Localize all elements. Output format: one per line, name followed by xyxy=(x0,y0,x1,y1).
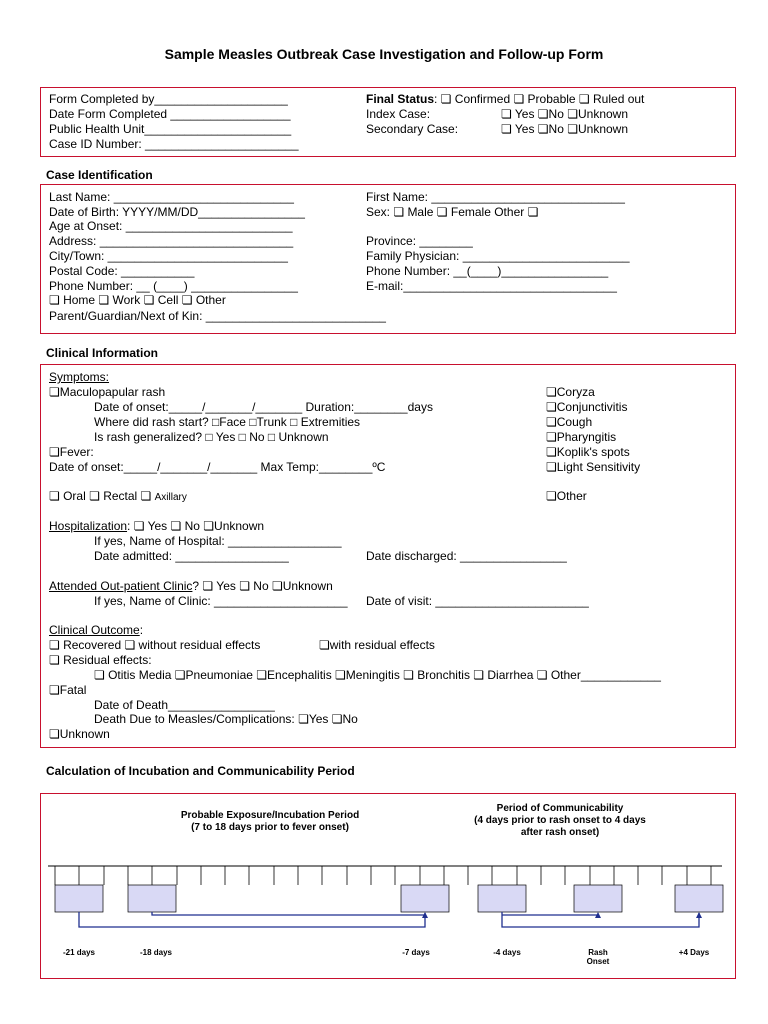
final-status-options[interactable]: : ❏ Confirmed ❏ Probable ❏ Ruled out xyxy=(434,92,645,106)
communicability-title-line1: Period of Communicability xyxy=(496,803,624,814)
date-of-death-field[interactable]: Date of Death________________ xyxy=(94,698,275,712)
public-health-unit-field[interactable]: Public Health Unit______________________ xyxy=(49,122,292,136)
hospitalization-label: Hospitalization xyxy=(49,519,128,533)
parent-guardian-field[interactable]: Parent/Guardian/Next of Kin: ___________________________ xyxy=(49,309,386,323)
communicability-title-line2: (4 days prior to rash onset to 4 days xyxy=(474,815,646,826)
box-minus-21 xyxy=(55,885,103,912)
clinic-visit-date-field[interactable]: Date of visit: _______________________ xyxy=(366,594,589,608)
cough-checkbox[interactable]: ❏Cough xyxy=(546,415,593,429)
residual-effects-checkbox[interactable]: ❏ Residual effects: xyxy=(49,653,152,667)
first-name-field[interactable]: First Name: _____________________________ xyxy=(366,190,625,204)
box-minus-7 xyxy=(401,885,449,912)
axillary-label: Axillary xyxy=(154,492,187,503)
pharyngitis-checkbox[interactable]: ❏Pharyngitis xyxy=(546,430,617,444)
box-rash-onset xyxy=(574,885,622,912)
rash-onset-field[interactable]: Date of onset:_____/_______/_______ Duration:________days xyxy=(94,400,433,414)
fatal-checkbox[interactable]: ❏Fatal xyxy=(49,683,87,697)
label-minus-7: -7 days xyxy=(402,948,430,957)
arrow-head-plus4 xyxy=(696,912,702,918)
form-completed-by-field[interactable]: Form Completed by____________________ xyxy=(49,92,288,106)
coryza-checkbox[interactable]: ❏Coryza xyxy=(546,385,595,399)
family-physician-field[interactable]: Family Physician: _________________________ xyxy=(366,249,630,263)
clinic-name-field[interactable]: If yes, Name of Clinic: ____________________ xyxy=(94,594,348,608)
email-field[interactable]: E-mail:________________________________ xyxy=(366,279,617,293)
age-onset-field[interactable]: Age at Onset: _________________________ xyxy=(49,219,293,233)
clinic-label: Attended Out-patient Clinic xyxy=(49,579,193,593)
clinical-information-heading: Clinical Information xyxy=(46,346,159,360)
clinic-options[interactable]: ? ❏ Yes ❏ No ❏Unknown xyxy=(192,579,333,593)
residual-list-options[interactable]: ❏ Otitis Media ❏Pneumoniae ❏Encephalitis ❏Meningitis ❏ Bronchitis ❏ Diarrhea ❏ Other____________ xyxy=(94,668,661,682)
phone-field[interactable]: Phone Number: __ (____) ________________ xyxy=(49,279,298,293)
box-plus-4 xyxy=(675,885,723,912)
city-field[interactable]: City/Town: ___________________________ xyxy=(49,249,288,263)
timeline-ticks xyxy=(55,866,711,885)
maculopapular-checkbox[interactable]: ❏Maculopapular rash xyxy=(49,385,166,399)
dob-field[interactable]: Date of Birth: YYYY/MM/DD________________ xyxy=(49,205,305,219)
symptoms-label: Symptoms: xyxy=(49,370,110,384)
fever-checkbox[interactable]: ❏Fever: xyxy=(49,445,94,459)
with-residual-checkbox[interactable]: ❏with residual effects xyxy=(319,638,435,652)
page-title: Sample Measles Outbreak Case Investigation and Follow-up Form xyxy=(164,46,604,62)
death-due-options[interactable]: Death Due to Measles/Complications: ❏Yes ❏No xyxy=(94,712,358,726)
label-minus-4: -4 days xyxy=(493,948,521,957)
address-field[interactable]: Address: _____________________________ xyxy=(49,234,294,248)
light-sensitivity-checkbox[interactable]: ❏Light Sensitivity xyxy=(546,460,641,474)
rash-generalized-options[interactable]: Is rash generalized? □ Yes □ No □ Unknown xyxy=(94,430,329,444)
unknown-checkbox[interactable]: ❏Unknown xyxy=(49,727,110,741)
index-case-label: Index Case: xyxy=(366,107,431,121)
clinical-outcome-colon: : xyxy=(139,623,144,637)
date-admitted-field[interactable]: Date admitted: _________________ xyxy=(94,549,289,563)
phone-type-options[interactable]: ❏ Home ❏ Work ❏ Cell ❏ Other xyxy=(49,293,226,307)
label-onset: Onset xyxy=(586,957,610,966)
sex-options[interactable]: Sex: ❏ Male ❏ Female Other ❏ xyxy=(366,205,539,219)
communicability-title-line3: after rash onset) xyxy=(520,827,600,838)
final-status-label: Final Status xyxy=(366,92,435,106)
calculation-heading: Calculation of Incubation and Communicability Period xyxy=(46,764,355,778)
label-plus-4: +4 Days xyxy=(678,948,710,957)
incubation-title-line1: Probable Exposure/Incubation Period xyxy=(180,810,360,821)
last-name-field[interactable]: Last Name: ___________________________ xyxy=(49,190,294,204)
box-minus-4 xyxy=(478,885,526,912)
case-identification-heading: Case Identification xyxy=(46,168,153,182)
other-checkbox[interactable]: ❏Other xyxy=(546,489,587,503)
connector-4-to-plus4 xyxy=(502,912,699,927)
date-discharged-field[interactable]: Date discharged: ________________ xyxy=(366,549,567,563)
connector-21-to-7 xyxy=(79,912,425,927)
case-id-field[interactable]: Case ID Number: _______________________ xyxy=(49,137,299,151)
box-minus-18 xyxy=(128,885,176,912)
secondary-case-label: Secondary Case: xyxy=(366,122,459,136)
clinical-outcome-label: Clinical Outcome xyxy=(49,623,140,637)
rash-start-options[interactable]: Where did rash start? □Face □Trunk □ Extremities xyxy=(94,415,361,429)
hospitalization-options[interactable]: : ❏ Yes ❏ No ❏Unknown xyxy=(127,519,265,533)
postal-code-field[interactable]: Postal Code: ___________ xyxy=(49,264,195,278)
phone2-field[interactable]: Phone Number: __(____)________________ xyxy=(366,264,609,278)
label-rash: Rash xyxy=(588,948,608,957)
secondary-case-options[interactable]: ❏ Yes ❏No ❏Unknown xyxy=(501,122,629,136)
recovered-options[interactable]: ❏ Recovered ❏ without residual effects xyxy=(49,638,261,652)
fever-onset-field[interactable]: Date of onset:_____/_______/_______ Max Temp:________ºC xyxy=(49,460,386,474)
temp-route-text: ❏ Oral ❏ Rectal ❏ xyxy=(49,489,152,503)
connector-18-to-7 xyxy=(152,912,425,915)
kopliks-spots-checkbox[interactable]: ❏Koplik's spots xyxy=(546,445,630,459)
date-form-completed-field[interactable]: Date Form Completed __________________ xyxy=(49,107,291,121)
hospital-name-field[interactable]: If yes, Name of Hospital: _________________ xyxy=(94,534,342,548)
conjunctivitis-checkbox[interactable]: ❏Conjunctivitis xyxy=(546,400,628,414)
index-case-options[interactable]: ❏ Yes ❏No ❏Unknown xyxy=(501,107,629,121)
label-minus-18: -18 days xyxy=(139,948,173,957)
label-minus-21: -21 days xyxy=(62,948,96,957)
province-field[interactable]: Province: ________ xyxy=(366,234,473,248)
incubation-title-line2: (7 to 18 days prior to fever onset) xyxy=(191,822,349,833)
